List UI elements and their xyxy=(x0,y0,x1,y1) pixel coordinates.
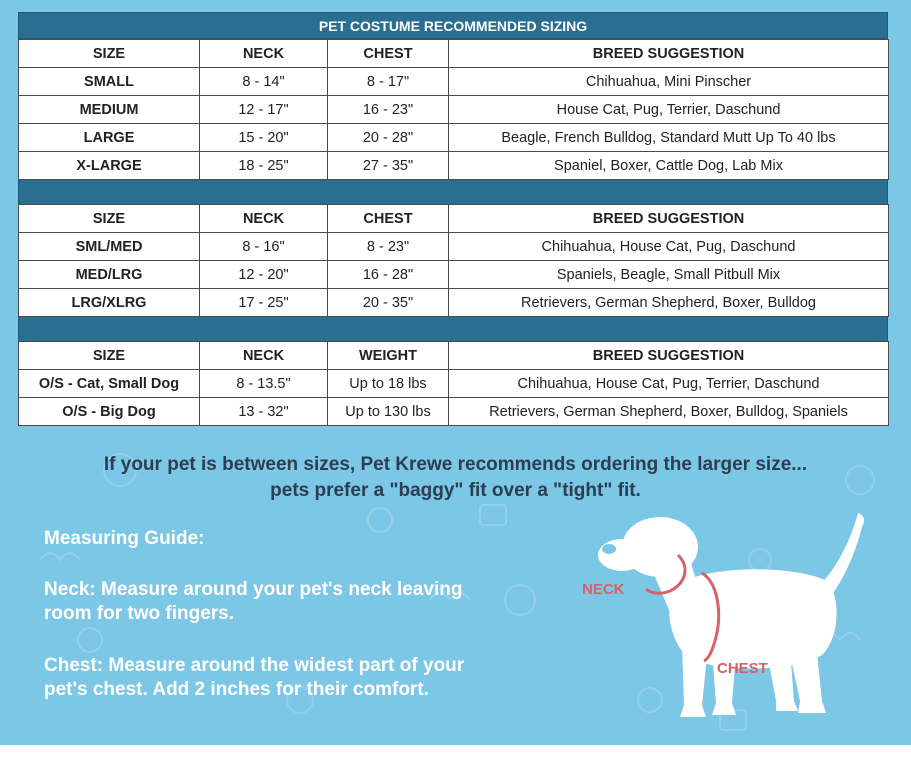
breed-cell: Retrievers, German Shepherd, Boxer, Bulldog, Spaniels xyxy=(449,398,889,426)
neck-instruction-line-1: Neck: Measure around your pet's neck leaving xyxy=(44,579,463,600)
table-header-row xyxy=(19,40,889,68)
chest-cell: 27 - 35" xyxy=(328,152,449,180)
table-row xyxy=(19,398,889,426)
header-breed: BREED SUGGESTION xyxy=(449,40,889,68)
chest-instruction-line-2: pet's chest. Add 2 inches for their comfort. xyxy=(44,679,429,700)
sizing-note-line-2: pets prefer a "baggy" fit over a "tight" fit. xyxy=(270,480,641,501)
chest-cell: 20 - 35" xyxy=(328,289,449,317)
table-row xyxy=(19,124,889,152)
header-neck: NECK xyxy=(200,205,328,233)
table-row xyxy=(19,370,889,398)
neck-cell: 18 - 25" xyxy=(200,152,328,180)
chest-cell: 20 - 28" xyxy=(328,124,449,152)
neck-cell: 8 - 14" xyxy=(200,68,328,96)
breed-cell: Spaniel, Boxer, Cattle Dog, Lab Mix xyxy=(449,152,889,180)
size-cell: SML/MED xyxy=(19,233,200,261)
table-row xyxy=(19,261,889,289)
neck-cell: 13 - 32" xyxy=(200,398,328,426)
neck-cell: 15 - 20" xyxy=(200,124,328,152)
table-row xyxy=(19,289,889,317)
neck-cell: 12 - 20" xyxy=(200,261,328,289)
header-size: SIZE xyxy=(19,205,200,233)
chest-instruction-line-1: Chest: Measure around the widest part of your xyxy=(44,655,465,676)
header-size: SIZE xyxy=(19,342,200,370)
sizing-table xyxy=(18,12,888,426)
header-breed: BREED SUGGESTION xyxy=(449,342,889,370)
neck-cell: 8 - 13.5" xyxy=(200,370,328,398)
standard-sizes-table xyxy=(18,39,889,180)
chest-cell: 16 - 23" xyxy=(328,96,449,124)
breed-cell: Chihuahua, House Cat, Pug, Daschund xyxy=(449,233,889,261)
section-divider xyxy=(18,180,888,204)
size-cell: LRG/XLRG xyxy=(19,289,200,317)
size-cell: SMALL xyxy=(19,68,200,96)
neck-cell: 8 - 16" xyxy=(200,233,328,261)
combo-sizes-table xyxy=(18,204,889,317)
breed-cell: Chihuahua, House Cat, Pug, Terrier, Daschund xyxy=(449,370,889,398)
weight-cell: Up to 18 lbs xyxy=(328,370,449,398)
breed-cell: Chihuahua, Mini Pinscher xyxy=(449,68,889,96)
breed-cell: Spaniels, Beagle, Small Pitbull Mix xyxy=(449,261,889,289)
header-weight: WEIGHT xyxy=(328,342,449,370)
table-header-row xyxy=(19,342,889,370)
chest-cell: 8 - 23" xyxy=(328,233,449,261)
size-cell: MED/LRG xyxy=(19,261,200,289)
table-title: PET COSTUME RECOMMENDED SIZING xyxy=(18,12,888,39)
breed-cell: Retrievers, German Shepherd, Boxer, Bulldog xyxy=(449,289,889,317)
size-cell: O/S - Big Dog xyxy=(19,398,200,426)
neck-instruction-line-2: room for two fingers. xyxy=(44,603,234,624)
weight-cell: Up to 130 lbs xyxy=(328,398,449,426)
header-chest: CHEST xyxy=(328,40,449,68)
dog-measurement-icon xyxy=(590,505,880,730)
section-divider xyxy=(18,317,888,341)
neck-cell: 12 - 17" xyxy=(200,96,328,124)
table-row xyxy=(19,96,889,124)
chest-diagram-label: CHEST xyxy=(717,660,768,677)
measuring-guide-heading: Measuring Guide: xyxy=(44,528,205,549)
neck-cell: 17 - 25" xyxy=(200,289,328,317)
table-row xyxy=(19,152,889,180)
header-chest: CHEST xyxy=(328,205,449,233)
table-header-row xyxy=(19,205,889,233)
size-cell: MEDIUM xyxy=(19,96,200,124)
breed-cell: Beagle, French Bulldog, Standard Mutt Up To 40 lbs xyxy=(449,124,889,152)
size-cell: X-LARGE xyxy=(19,152,200,180)
header-neck: NECK xyxy=(200,342,328,370)
neck-diagram-label: NECK xyxy=(582,581,625,598)
chest-cell: 16 - 28" xyxy=(328,261,449,289)
header-neck: NECK xyxy=(200,40,328,68)
size-cell: LARGE xyxy=(19,124,200,152)
size-cell: O/S - Cat, Small Dog xyxy=(19,370,200,398)
one-size-table xyxy=(18,341,889,426)
header-size: SIZE xyxy=(19,40,200,68)
breed-cell: House Cat, Pug, Terrier, Daschund xyxy=(449,96,889,124)
table-row xyxy=(19,233,889,261)
table-row xyxy=(19,68,889,96)
sizing-note-line-1: If your pet is between sizes, Pet Krewe recommends ordering the larger size... xyxy=(103,454,808,475)
chest-cell: 8 - 17" xyxy=(328,68,449,96)
header-breed: BREED SUGGESTION xyxy=(449,205,889,233)
